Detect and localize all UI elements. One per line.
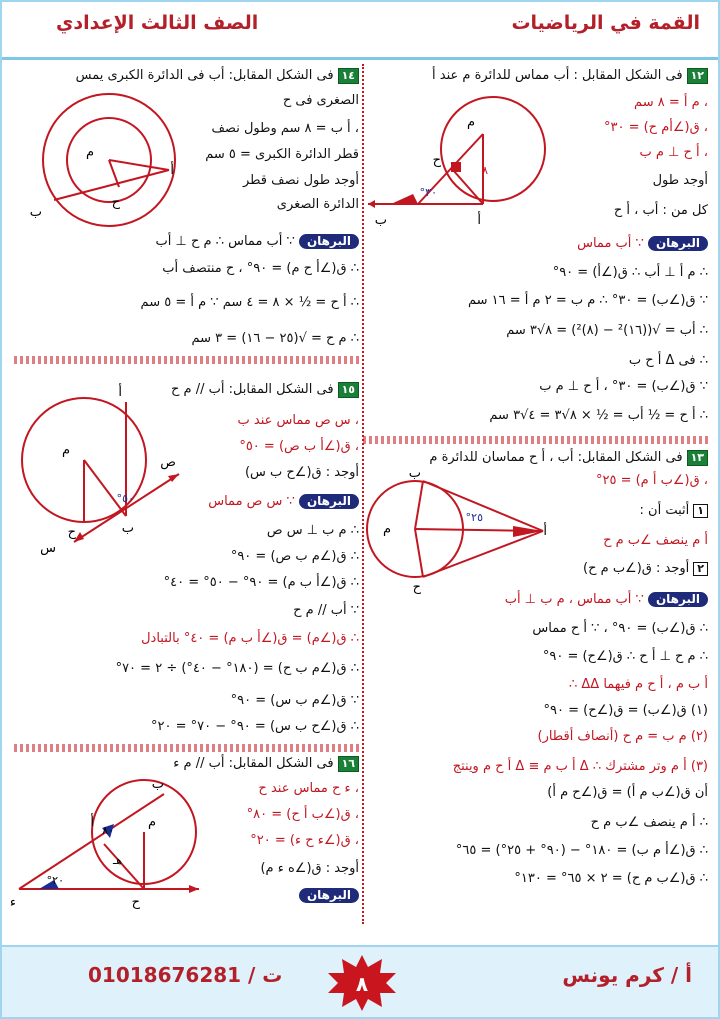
q14-proof-badge: البرهان — [299, 234, 359, 249]
q14-number: ١٤ — [338, 68, 359, 84]
q14-proof-1: ∵ أب مماس ∴ م ح ⊥ أب — [155, 234, 295, 249]
q16-proof-badge: البرهان — [299, 888, 359, 903]
q15-proof-5: ∵ أب // م ح — [293, 603, 359, 618]
q13-proof-2: ∴ ق(∠ب) = ٩٠° ، ∵ أ ح مماس — [532, 621, 708, 636]
q15-h-label: ح — [67, 525, 76, 540]
q15-proof-9: ∴ ق(∠ح ب س) = ٩٠° − ٧٠° = ٢٠° — [151, 719, 359, 734]
q12-circle — [441, 97, 545, 201]
q12-proof-4: ∴ أب = √((١٦)² − (٨)²) = ٨√٣ سم — [506, 323, 708, 338]
q15-proof-8: ∵ ق(∠م ب س) = ٩٠° — [230, 693, 359, 708]
left-column — [9, 64, 359, 924]
q15-proof-7: ∴ ق(∠م ب ح) = (١٨٠° − ٤٠°) ÷ ٢ = ٧٠° — [115, 661, 359, 676]
page-header — [2, 2, 718, 60]
q12-b-label: ب — [374, 213, 387, 228]
q13-proof-row — [505, 592, 708, 607]
q13-proof-1: ∵ أب مماس ، م ب ⊥ أب — [504, 592, 644, 607]
q14-radius-big — [109, 160, 169, 170]
q12-number: ١٢ — [687, 68, 708, 84]
q13-radius-2 — [415, 529, 423, 577]
q12-a-label: أ — [477, 213, 481, 228]
q16-number: ١٦ — [338, 756, 359, 772]
q16-given-3: ، ق(∠ء ح ء) = ٢٠° — [250, 833, 359, 848]
q12-proof-6: ∵ ق(∠ب) = ٣٠° ، أ ح ⊥ م ب — [539, 379, 708, 394]
q14-proof-2: ∴ ق(∠أ ح م) = ٩٠° ، ح منتصف أب — [162, 261, 359, 276]
q14-proof-4: ∴ م ح = √(٢٥ − ١٦) = ٣ سم — [191, 331, 359, 346]
q15-a-label: أ — [118, 385, 122, 400]
author-phone: ت / 01018676281 — [88, 963, 283, 987]
q13-prove: ١أثبت أن : — [640, 504, 708, 518]
q12-proof-5: ∴ فى Δ أ ح ب — [628, 353, 708, 368]
q15-s-label: س — [40, 541, 56, 556]
q16-given-2: ، ق(∠ب أ ح) = ٨٠° — [246, 807, 359, 822]
q16-find: أوجد : ق(∠ه ء م) — [260, 861, 359, 876]
q12-m-label: م — [466, 115, 475, 130]
q13-figure — [363, 466, 563, 595]
q15-statement: ١٥فى الشكل المقابل: أب // م ح — [171, 382, 359, 398]
q12-given-1: ، م أ = ٨ سم — [634, 95, 708, 110]
q12-right-angle — [451, 162, 461, 172]
grade-title: الصف الثالث الإعدادي — [56, 12, 259, 34]
q13-h-label: ح — [412, 580, 421, 595]
page-number: ٨ — [355, 972, 369, 996]
q12-proof-2: ∴ م أ ⊥ أب ∴ ق(∠أ) = ٩٠° — [552, 265, 708, 280]
q13-proof-8: أن ق(∠ب م أ) = ق(∠ح م أ) — [547, 785, 708, 800]
q14-statement: ١٤فى الشكل المقابل: أب فى الدائرة الكبرى يمس — [76, 68, 359, 84]
q13-proof-badge: البرهان — [648, 592, 708, 607]
q14-line-2: الصغرى فى ح — [282, 93, 359, 108]
q12-proof-badge: البرهان — [648, 236, 708, 251]
q15-given-2: ، ق(∠أ ب ص) = ٥٠° — [239, 439, 359, 454]
q16-given-1: ، ء ح مماس عند ح — [258, 781, 359, 796]
q15-proof-3: ∴ ق(∠م ب ص) = ٩٠° — [230, 549, 359, 564]
q16-proof-row — [299, 888, 359, 903]
q14-m-label: م — [85, 145, 94, 160]
q13-find: ٢أوجد : ق(∠ب م ح) — [583, 562, 708, 576]
q15-proof-1: ∵ س ص مماس — [208, 494, 295, 509]
q16-m-label: م — [147, 815, 156, 830]
page-number-badge — [322, 953, 402, 1013]
q13-prove-stmt: أ م ينصف ∠ب م ح — [603, 533, 708, 548]
q14-b-label: ب — [29, 205, 42, 220]
q15-find: أوجد : ق(∠ح ب س) — [244, 465, 359, 480]
q13-proof-9: ∴ أ م ينصف ∠ب م ح — [590, 815, 708, 830]
q12-h-label: ح — [432, 153, 441, 168]
book-title: القمة في الرياضيات — [511, 12, 700, 34]
q15-radius — [84, 460, 126, 516]
q15-ss-label: ص — [160, 455, 176, 470]
separator — [14, 356, 359, 364]
q15-given-1: ، س ص مماس عند ب — [237, 413, 359, 428]
q16-secant-1 — [19, 794, 164, 889]
q14-proof-row — [156, 234, 359, 249]
q13-sub1-box: ١ — [693, 504, 708, 518]
q15-number: ١٥ — [338, 382, 359, 398]
q14-line-3: ، أ ب = ٨ سم وطول نصف — [211, 121, 359, 136]
q14-a-label: أ — [170, 163, 174, 178]
page-footer — [2, 945, 718, 1017]
q16-figure — [9, 764, 214, 914]
separator — [14, 744, 359, 752]
author-name: أ / كرم يونس — [562, 963, 692, 987]
right-column — [363, 64, 708, 924]
q15-proof-6: ∴ ق(∠م) = ق(∠أ ب م) = ٤٠° بالتبادل — [141, 631, 359, 646]
q15-figure — [14, 382, 194, 556]
q15-angle-label: ٥٠° — [116, 492, 134, 505]
q13-proof-4: ∴ ΔΔ أ ب م ، أ ح م فيهما — [568, 677, 708, 692]
q13-proof-6: (٢) م ب = م ح (أنصاف أقطار) — [537, 729, 708, 744]
q15-proof-badge: البرهان — [299, 494, 359, 509]
q12-angle-mark — [391, 194, 418, 204]
q13-radius-1 — [415, 481, 423, 529]
q13-proof-7: (٣) أ م وتر مشترك ∴ Δ أ ب م ≡ Δ أ ح م وينتج — [452, 759, 708, 774]
q16-angle2-label: ٢٠° — [46, 874, 64, 887]
q14-line-4: قطر الدائرة الكبرى = ٥ سم — [205, 147, 359, 162]
q15-proof-2: ∴ م ب ⊥ س ص — [266, 523, 359, 538]
q13-tangent-1 — [423, 481, 543, 531]
q16-angle1-label: ٨٠ — [102, 824, 114, 837]
q14-radius-small — [109, 160, 119, 187]
q13-statement: ١٣فى الشكل المقابل: أب ، أ ح مماسان للدائرة م — [429, 450, 708, 466]
q13-proof-11: ∴ ق(∠ب م ح) = ٢ × ٦٥° = ١٣٠° — [514, 871, 708, 886]
q13-sub2-box: ٢ — [693, 562, 708, 576]
q14-figure — [14, 92, 204, 232]
q14-h-label: ح — [111, 195, 120, 210]
q16-e-label: هـ — [112, 854, 122, 867]
q12-statement: ١٢فى الشكل المقابل : أب مماس للدائرة م عند أ — [432, 68, 708, 84]
q16-d-label: ء — [9, 895, 16, 910]
q12-proof-row — [577, 236, 708, 251]
q16-b-label: ب — [151, 777, 164, 792]
q12-required-2: كل من : أب ، أ ح — [613, 203, 708, 218]
q12-required: أوجد طول — [652, 173, 708, 188]
q14-proof-3: ∴ أ ح = ½ × ٨ = ٤ سم ∵ م أ = ٥ سم — [140, 295, 359, 310]
q14-line-6: الدائرة الصغرى — [276, 197, 359, 212]
q13-number: ١٣ — [687, 450, 708, 466]
q13-given: ، ق(∠ب أ م) = ٢٥° — [595, 473, 708, 488]
q12-arrow — [368, 200, 375, 208]
q14-line-5: أوجد طول نصف قطر — [242, 173, 359, 188]
q16-segment — [104, 844, 144, 889]
q16-arrow — [189, 885, 199, 893]
q13-b-label: ب — [408, 466, 421, 481]
q13-m-label: م — [382, 522, 391, 537]
q13-a-label: أ — [543, 524, 547, 539]
q13-proof-5: (١) ق(∠ب) = ق(∠ح) = ٩٠° — [543, 703, 708, 718]
q12-proof-7: ∴ أ ح = ½ أب = ½ × ٨√٣ = ٤√٣ سم — [489, 408, 708, 423]
q12-angle-label: ٣٠° — [419, 186, 437, 199]
q12-given-2: ، ق(∠أم ح) = ٣٠° — [603, 120, 708, 135]
q12-figure — [363, 84, 593, 234]
q15-b-label: ب — [121, 521, 134, 536]
q13-tangent-2 — [423, 531, 543, 577]
q12-proof-1: ∵ أب مماس — [577, 236, 644, 251]
q13-angle-label: ٢٥° — [465, 511, 483, 524]
q12-len-label: ٨ — [482, 164, 488, 177]
q16-a-label: أ — [90, 815, 94, 830]
q13-proof-3: ∴ م ح ⊥ أ ح ∴ ق(∠ح) = ٩٠° — [542, 649, 708, 664]
q15-proof-row — [208, 494, 359, 509]
q12-proof-3: ∵ ق(∠ب) = ٣٠° ∴ م ب = ٢ م أ = ١٦ سم — [467, 293, 708, 308]
q15-m-label: م — [61, 443, 70, 458]
q13-proof-10: ∴ ق(∠أ م ب) = ١٨٠° − (٩٠° + ٢٥°) = ٦٥° — [455, 843, 708, 858]
q16-statement: ١٦فى الشكل المقابل: أب // م ء — [173, 756, 359, 772]
q13-angle-mark — [513, 526, 543, 537]
q15-proof-4: ∴ ق(∠أ ب م) = ٩٠° − ٥٠° = ٤٠° — [163, 575, 359, 590]
separator — [363, 436, 708, 444]
q16-h-label: ح — [131, 895, 140, 910]
q12-given-3: ، أ ح ⊥ م ب — [639, 145, 708, 160]
